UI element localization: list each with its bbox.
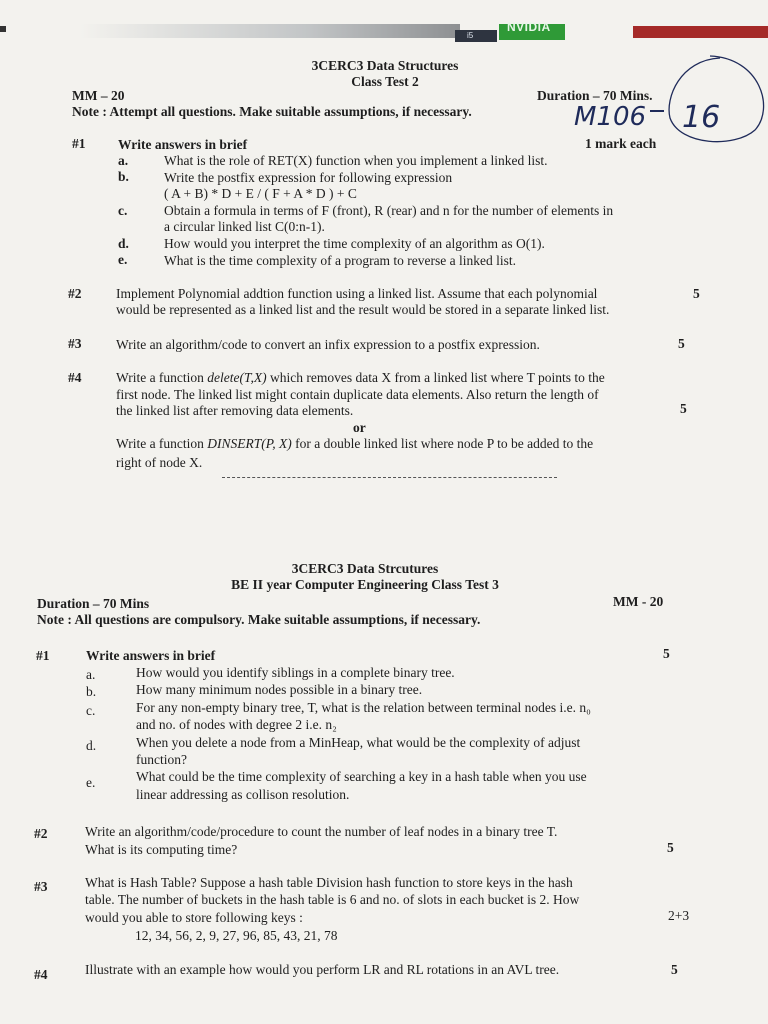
t2-q1-c-label: c. xyxy=(118,203,128,218)
processor-sticker xyxy=(455,30,497,42)
t3-q3-line1: What is Hash Table? Suppose a hash table Division hash function to store keys in the hash xyxy=(85,875,573,890)
t2-q4-line2: first node. The linked list might contain duplicate data elements. Also return the length of xyxy=(116,387,599,402)
t3-q1-e-label: e. xyxy=(86,775,96,790)
t2-q1-c-text2: a circular linked list C(0:n-1). xyxy=(164,219,325,234)
test2-note: Note : Attempt all questions. Make suitable assumptions, if necessary. xyxy=(72,104,472,119)
t3-q2-line2: What is its computing time? xyxy=(85,842,238,857)
handwritten-score: 16 xyxy=(682,100,721,135)
t2-q3-text: Write an algorithm/code to convert an infix expression to a postfix expression. xyxy=(116,337,540,352)
t2-q1-b-expr: ( A + B) * D + E / ( F + A * D ) + C xyxy=(164,186,357,201)
test2-duration: Duration – 70 Mins. xyxy=(537,88,653,103)
t2-q1-d-text: How would you interpret the time complexity of an algorithm as O(1). xyxy=(164,236,545,251)
test3-mm: MM - 20 xyxy=(613,594,664,609)
t3-q2-line1: Write an algorithm/code/procedure to count the number of leaf nodes in a binary tree T. xyxy=(85,824,558,839)
t2-q1-e-label: e. xyxy=(118,252,128,267)
t3-q1-a-label: a. xyxy=(86,667,96,682)
t2-q1-heading: Write answers in brief xyxy=(118,137,248,152)
t3-q3-num: #3 xyxy=(34,879,48,894)
test3-duration: Duration – 70 Mins xyxy=(37,596,150,611)
t2-q4-func: delete(T,X) xyxy=(207,370,267,385)
brand-sticker-text: NVIDIA xyxy=(507,20,551,34)
t2-q4-alt-line1 xyxy=(116,436,593,452)
t2-q1-b-label: b. xyxy=(118,169,129,184)
handwritten-code: M106 xyxy=(574,102,647,132)
t3-q3-line3: would you able to store following keys : xyxy=(85,910,303,925)
test3-course: 3CERC3 Data Strcutures xyxy=(291,561,439,576)
t2-q4-l1-pre: Write a function xyxy=(116,370,208,385)
t3-q1-e-text2: linear addressing as collison resolution. xyxy=(136,787,350,802)
top-strip xyxy=(80,24,460,38)
t2-q1-a-text: What is the role of RET(X) function when you implement a linked list. xyxy=(164,153,548,168)
t3-q1-marks: 5 xyxy=(663,646,670,661)
red-sticker xyxy=(633,26,768,38)
t2-q4-num: #4 xyxy=(68,370,82,385)
t3-q1-num: #1 xyxy=(36,648,50,663)
t2-q1-d-label: d. xyxy=(118,236,129,251)
t3-q1-d-label: d. xyxy=(86,738,97,753)
t3-q1-a-text: How would you identify siblings in a complete binary tree. xyxy=(136,665,455,680)
handwritten-dash xyxy=(650,110,664,112)
t2-q2-line1: Implement Polynomial addtion function using a linked list. Assume that each polynomial xyxy=(116,286,598,301)
processor-sticker-text: i5 xyxy=(467,31,474,40)
test2-title: Class Test 2 xyxy=(351,74,419,89)
t2-q1-c-text: Obtain a formula in terms of F (front), R (rear) and n for the number of elements in xyxy=(164,203,614,218)
t3-q4-text: Illustrate with an example how would you perform LR and RL rotations in an AVL tree. xyxy=(85,962,560,977)
test2-course: 3CERC3 Data Structures xyxy=(311,58,459,73)
t3-q2-num: #2 xyxy=(34,826,48,841)
t2-q1-e-text: What is the time complexity of a program to reverse a linked list. xyxy=(164,253,517,268)
t3-q3-marks: 2+3 xyxy=(668,908,690,923)
t3-q4-marks: 5 xyxy=(671,962,678,977)
t2-q4-alt-pre: Write a function xyxy=(116,436,208,451)
t3-q1-e-text: What could be the time complexity of searching a key in a hash table when you use xyxy=(136,769,587,784)
t2-q1-num: #1 xyxy=(72,136,86,151)
t3-q2-marks: 5 xyxy=(667,840,674,855)
t3-q1-c-text: For any non-empty binary tree, T, what is the relation between terminal nodes i.e. n₀ xyxy=(136,700,591,715)
t3-q1-d-text2: function? xyxy=(136,752,187,767)
t2-q3-marks: 5 xyxy=(678,336,685,351)
t3-q3-keys: 12, 34, 56, 2, 9, 27, 96, 85, 43, 21, 78 xyxy=(135,928,338,943)
section-divider xyxy=(222,477,557,478)
edge-mark xyxy=(0,26,6,32)
t2-q4-alt-line2: right of node X. xyxy=(116,455,203,470)
t2-q4-line1 xyxy=(116,370,605,386)
t2-q4-marks: 5 xyxy=(680,401,687,416)
t3-q1-c-label: c. xyxy=(86,703,96,718)
t2-q1-marks: 1 mark each xyxy=(585,136,657,151)
brand-sticker xyxy=(499,20,565,40)
t2-q4-line3: the linked list after removing data elements. xyxy=(116,403,354,418)
t2-q4-alt-func: DINSERT(P, X) xyxy=(207,436,292,451)
t2-q4-l1-post: which removes data X from a linked list where T points to the xyxy=(266,370,605,385)
t3-q4-num: #4 xyxy=(34,967,48,982)
t3-q3-line2: table. The number of buckets in the hash table is 6 and no. of slots in each bucket is 2. How xyxy=(85,892,580,907)
test2-mm: MM – 20 xyxy=(72,88,125,103)
t3-q1-d-text: When you delete a node from a MinHeap, what would be the complexity of adjust xyxy=(136,735,581,750)
t3-q1-b-label: b. xyxy=(86,684,97,699)
t3-q1-b-text: How many minimum nodes possible in a binary tree. xyxy=(136,682,423,697)
t2-q2-marks: 5 xyxy=(693,286,700,301)
t2-q3-num: #3 xyxy=(68,336,82,351)
t2-q4-alt-post: for a double linked list where node P to be added to the xyxy=(291,436,594,451)
test3-note: Note : All questions are compulsory. Make suitable assumptions, if necessary. xyxy=(37,612,481,627)
t2-q4-or: or xyxy=(353,420,366,435)
t2-q1-a-label: a. xyxy=(118,153,129,168)
t2-q1-b-text: Write the postfix expression for following expression xyxy=(164,170,453,185)
t3-q1-heading: Write answers in brief xyxy=(86,648,216,663)
t2-q2-line2: would be represented as a linked list and the result would be stored in a separate linked list. xyxy=(116,302,610,317)
t3-q1-c-text2: and no. of nodes with degree 2 i.e. n₂ xyxy=(136,717,337,732)
t2-q2-num: #2 xyxy=(68,286,82,301)
test3-title: BE II year Computer Engineering Class Test 3 xyxy=(231,577,499,592)
